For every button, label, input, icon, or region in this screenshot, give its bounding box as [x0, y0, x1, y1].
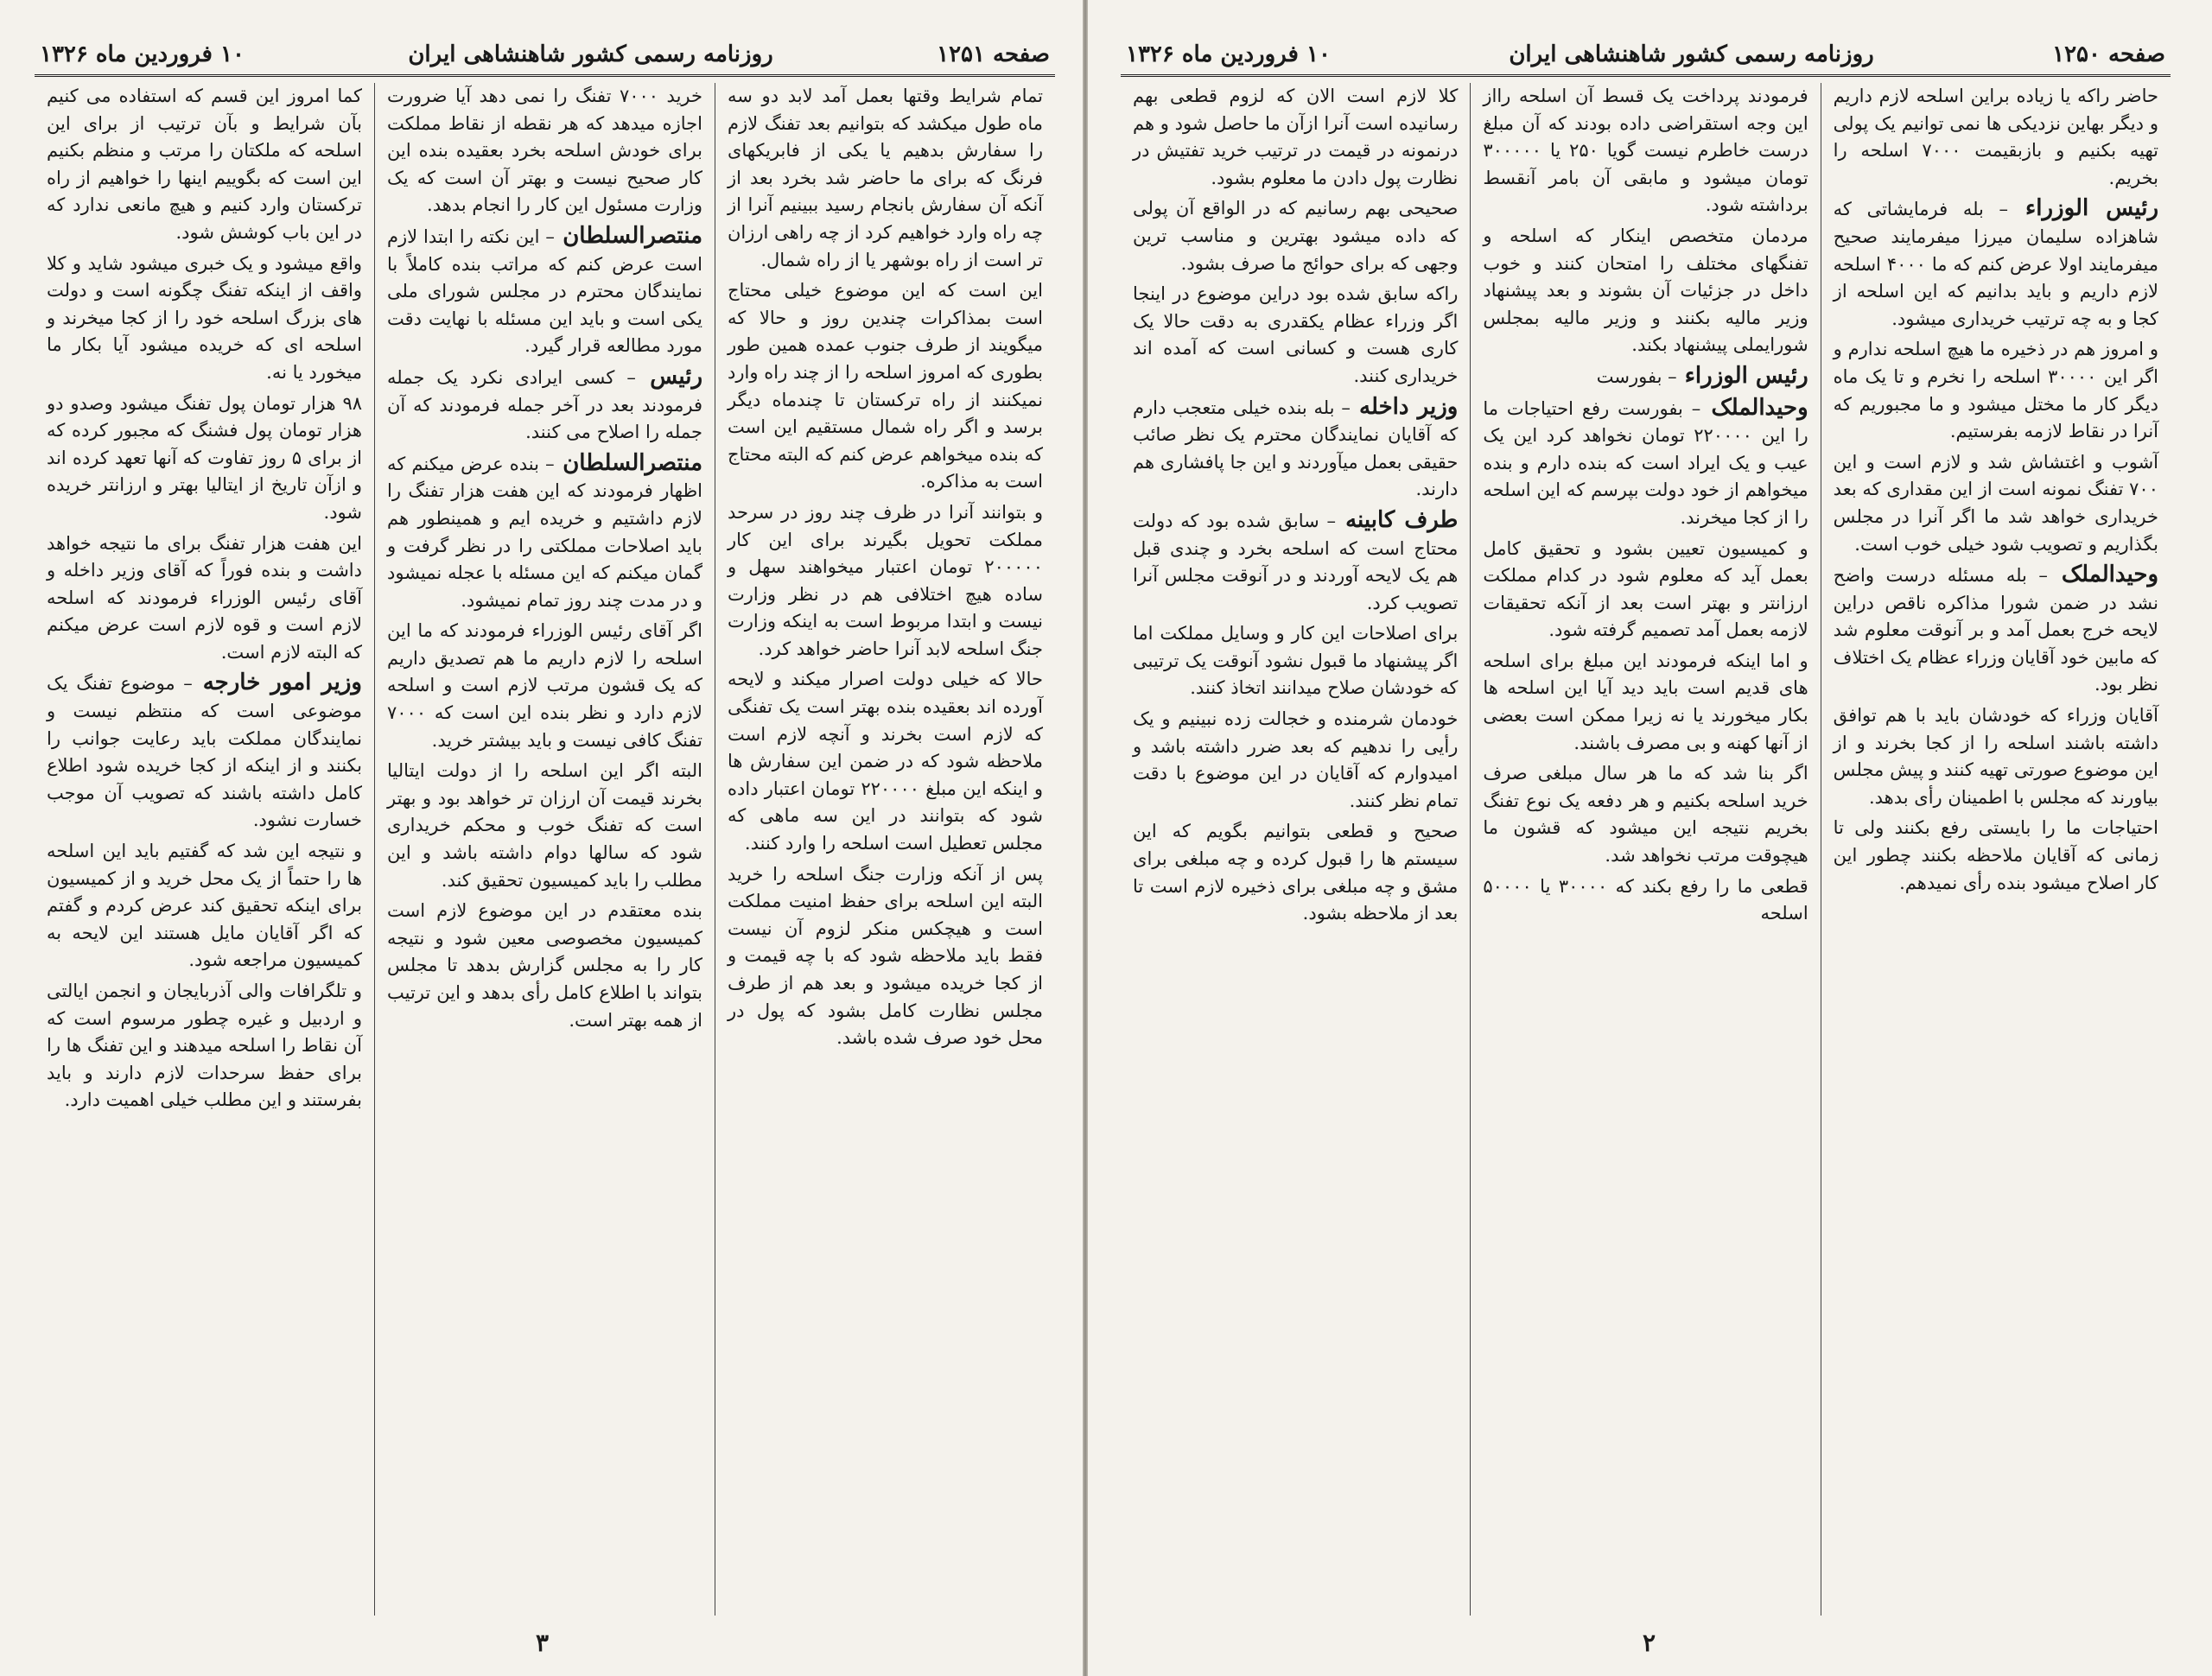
article-paragraph: البته اگر این اسلحه را از دولت ایتالیا بخرند قیمت آن ارزان تر خواهد بود و بهتر است که تفنگ خوب و محکم خریداری شود که سالها دوام داشته باشد و این مطلب را باید کمیسیون تحقیق کند.: [387, 760, 702, 891]
right-page-date: ۱۰ فروردین ماه ۱۳۲۶: [1126, 41, 1331, 67]
right-page-header: [1121, 33, 2171, 77]
left-page-number: ۳: [535, 1628, 550, 1657]
left-page-date: ۱۰ فروردین ماه ۱۳۲۶: [40, 41, 245, 67]
right-page-number: ۲: [1642, 1628, 1656, 1657]
speaker-paragraph: [387, 364, 702, 447]
speaker-paragraph: [1483, 395, 1808, 532]
speaker-paragraph: [1834, 195, 2158, 333]
article-paragraph: ۹۸ هزار تومان پول تفنگ میشود وصدو دو هزار تومان پول فشنگ که مجبور کرده که از برای ۵ روز تفاوت که آنها تعهد کرده اند و ازآن تاریخ از ایتالیا بهتر و ارزانتر خریده شود.: [47, 392, 362, 523]
article-paragraph: کلا لازم است الان که لزوم قطعی بهم رسانیده است آنرا ازآن ما حاصل شود و هم درنمونه در قیمت در ترتیب خرید تفتیش در نظارت پول دادن ما معلوم بشود.: [1133, 86, 1459, 188]
article-paragraph: فرمودند پرداخت یک قسط آن اسلحه رااز این وجه استقراضی داده بودند که آن مبلغ درست خاطرم نیست گویا ۲۵۰ یا ۳۰۰۰۰۰ تومان میشود و مابقی آن بامر آنقسط برداشته شود.: [1483, 86, 1808, 216]
article-paragraph: و امروز هم در ذخیره ما هیچ اسلحه ندارم و اگر این ۳۰۰۰۰ اسلحه را نخرم و تا یک ماه دیگر کار ما مختل میشود و ما مجبوریم که آنرا در نقاط لازمه بفرستیم.: [1833, 339, 2158, 442]
left-page-column: [35, 83, 374, 1616]
article-paragraph: راکه سابق شده بود دراین موضوع در اینجا اگر وزراء عظام یکقدری به دقت حالا یک کاری هست و کسانی است که آمده اند خریداری کنند.: [1133, 283, 1459, 386]
left-page-title: روزنامه رسمی کشور شاهنشاهی ایران: [408, 41, 773, 67]
article-paragraph: این است که این موضوع خیلی محتاج است بمذاکرات چندین روز و حالا که میگویند از طرف جنوب عمده همین طور بطوری که امروز اسلحه را از چند راه وارد نمیکنند از راه ترکستان تا چندماه دیگر برسد و اگر راه شمال مستقیم این است که بنده میخواهم عرض کنم که البته محتاج است به مذاکره.: [728, 280, 1043, 492]
left-page-header: [35, 33, 1055, 77]
speaker-paragraph: [1483, 363, 1808, 391]
left-page-column: [715, 83, 1055, 1616]
article-paragraph: بنده معتقدم در این موضوع لازم است کمیسیون مخصوصی معین شود و نتیجه کار را به مجلس گزارش بدهد تا مجلس بتواند با اطلاع کامل رأی بدهد و این ترتیب از همه بهتر است.: [387, 900, 702, 1031]
article-paragraph: خودمان شرمنده و خجالت زده نبینیم و یک رأیی را ندهیم که بعد ضرر داشته باشد و امیدوارم که آقایان در این موضوع با دقت تمام نظر کنند.: [1133, 708, 1459, 811]
article-paragraph: کما امروز این قسم که استفاده می کنیم بآن شرایط و بآن ترتیب از برای این اسلحه که ملکتان را مرتب و منظم بکنیم این است که بگوییم اینها را خواهیم از راه ترکستان وارد کنیم و هیچ مانعی ندارد که در این باب کوشش شود.: [47, 86, 362, 243]
article-paragraph: مردمان متخصص اینکار که اسلحه و تفنگهای مختلف را امتحان کنند و خوب داخل در جزئیات آن بشوند و بعد پیشنهاد وزیر مالیه بکنند و وزیر مالیه بمجلس شورایملی پیشنهاد بکند.: [1483, 225, 1808, 356]
speaker-paragraph: [1133, 507, 1458, 617]
speaker-text: – بله بنده خیلی متعجب دارم که آقایان نمایندگان محترم یک نظر صائب حقیقی بعمل میآوردند و این جا پافشاری هم دارند.: [1133, 397, 1459, 500]
speaker-text: – این نکته را ابتدا لازم است عرض کنم که مراتب بنده کاملاً با نمایندگان محترم در مجلس شورای ملی یکی است و باید این مسئله با نهایت دقت مورد مطالعه قرار گیرد.: [387, 225, 702, 357]
speaker-name: رئیس الوزراء: [2008, 195, 2159, 222]
article-paragraph: پس از آنکه وزارت جنگ اسلحه را خرید البته این اسلحه برای حفظ امنیت مملکت است و هیچکس منکر لزوم آن نیست فقط باید ملاحظه شود که با چه قیمت و از کجا خریده میشود و بعد هم از طرف مجلس نظارت کامل بشود که پول در محل خود صرف شده باشد.: [728, 863, 1043, 1049]
article-paragraph: صحیحی بهم رسانیم که در الواقع آن پولی که داده میشود بهترین و مناسب ترین وجهی که برای حوائج ما صرف بشود.: [1133, 198, 1459, 274]
speaker-text: – بنده عرض میکنم که اظهار فرمودند که این هفت هزار تفنگ را لازم داشتیم و خریده ایم و همینطور هم باید اصلاحات مملکتی را در نظر گرفت و گمان میکنم که این مسئله با عجله نمیشود و در مدت چند روز تمام نمیشود.: [387, 453, 702, 611]
left-page: [0, 0, 1084, 1676]
article-paragraph: اگر آقای رئیس الوزراء فرمودند که ما این اسلحه را لازم داریم ما هم تصدیق داریم که یک قشون مرتب لازم است و اسلحه لازم دارد و نظر بنده این است که ۷۰۰۰ تفنگ کافی نیست و باید بیشتر خرید.: [387, 620, 702, 751]
speaker-text: – موضوع تفنگ یک موضوعی است که منتظم نیست و نمایندگان مملکت باید رعایت جوانب را بکنند و از اینکه از کجا خریده شود اطلاع کامل داشته باشند که تصویب آن موجب خسارت نشود.: [47, 673, 362, 831]
speaker-name: وزیر داخله: [1350, 393, 1459, 420]
article-paragraph: آشوب و اغتشاش شد و لازم است و این ۷۰۰ تفنگ نمونه است از این مقداری که بعد خریداری خواهد شد ما اگر آنرا در مجلس بگذاریم و تصویب شود خیلی خوب است.: [1833, 451, 2158, 555]
speaker-name: وحیدالملک: [2047, 562, 2158, 588]
speaker-text: – بله مسئله درست واضح نشد در ضمن شورا مذاکره ناقص دراین لایحه خرج بعمل آمد و بر آنوقت معلوم شد که مابین خود آقایان وزراء عظام یک اختلاف نظر بود.: [1833, 565, 2158, 695]
article-paragraph: اگر بنا شد که ما هر سال مبلغی صرف خرید اسلحه بکنیم و هر دفعه یک نوع تفنگ بخریم نتیجه این میشود که قشون ما هیچوقت مرتب نخواهد شد.: [1483, 763, 1808, 867]
left-page-columns: [35, 83, 1055, 1616]
speaker-paragraph: [1133, 394, 1458, 504]
binding-gutter: [1083, 0, 1088, 1676]
speaker-name: طرف کابینه: [1335, 506, 1459, 533]
article-paragraph: و تلگرافات والی آذربایجان و انجمن ایالتی و اردبیل و غیره چطور مرسوم است که آن نقاط را اسلحه میدهند و این تفنگ ها را برای حفظ سرحدات لازم دارند و باید بفرستند و این مطلب خیلی اهمیت دارد.: [47, 981, 362, 1111]
speaker-paragraph: [1834, 562, 2158, 699]
article-paragraph: و بتوانند آنرا در ظرف چند روز در سرحد مملکت تحویل بگیرند برای این کار ۲۰۰۰۰۰ تومان اعتبار میخواهند سهل و ساده هیچ اختلافی هم در نظر وزارت نیست و ابتدا مربوط است به اینکه وزارت جنگ اسلحه لابد آنرا حاضر خواهد کرد.: [728, 501, 1043, 659]
speaker-text: – بله فرمایشاتی که شاهزاده سلیمان میرزا میفرمایند صحیح میفرمایند اولا عرض کنم که ما ۴۰۰۰ اسلحه لازم داریم و باید بدانیم که این اسلحه از کجا و به چه ترتیب خریداری میشود.: [1833, 199, 2158, 329]
article-paragraph: برای اصلاحات این کار و وسایل مملکت اما اگر پیشنهاد ما قبول نشود آنوقت یک ترتیبی که خودشان صلاح میدانند اتخاذ کنند.: [1133, 623, 1459, 699]
article-paragraph: آقایان وزراء که خودشان باید با هم توافق داشته باشند اسلحه را از کجا بخرند و از این موضوع صورتی تهیه کنند و پیش مجلس بیاورند که مجلس با اطمینان رأی بدهد.: [1833, 705, 2158, 808]
article-paragraph: صحیح و قطعی بتوانیم بگویم که این سیستم ها را قبول کرده و چه مبلغی برای مشق و چه مبلغی برای ذخیره لازم است تا بعد از ملاحظه بشود.: [1133, 821, 1459, 924]
right-page-column: [1121, 83, 1470, 1616]
right-page: [1084, 0, 2212, 1676]
speaker-paragraph: [387, 450, 702, 615]
article-paragraph: حالا که خیلی دولت اصرار میکند و لایحه آورده اند بعقیده بنده بهتر است یک تفنگی که لازم است بخرند و آنچه لازم است ملاحظه شود که در ضمن این سفارش ها و اینکه این مبلغ ۲۲۰۰۰۰ تومان اعتبار داده شود که بتوانند در این سه ماهی که مجلس تعطیل است اسلحه را وارد کنند.: [728, 669, 1044, 854]
right-page-columns: [1121, 83, 2171, 1616]
article-paragraph: و نتیجه این شد که گفتیم باید این اسلحه ها را حتماً از یک محل خرید و از کمیسیون برای اینکه تحقیق کند عرض کردم و گفتم که اگر آقایان مایل هستند این لایحه به کمیسیون مراجعه شود.: [47, 841, 362, 971]
speaker-name: وزیر امور خارجه: [192, 670, 362, 696]
speaker-paragraph: [387, 223, 702, 360]
article-paragraph: این هفت هزار تفنگ برای ما نتیجه خواهد داشت و بنده فوراً که آقای وزیر داخله و آقای رئیس الوزراء فرمودند که اسلحه لازم است و قوه لازم است عرض میکنم که البته لازم است.: [47, 532, 362, 663]
right-page-column: [1821, 83, 2171, 1616]
speaker-text: – کسی ایرادی نکرد یک جمله فرمودند بعد در آخر جمله فرمودند که آن جمله را اصلاح می کنند.: [387, 366, 702, 443]
article-paragraph: حاضر راکه یا زیاده براین اسلحه لازم داریم و دیگر بهاین نزدیکی ها نمی توانیم یک پولی تهیه بکنیم و بازبقیمت ۷۰۰۰ اسلحه را بخریم.: [1833, 86, 2158, 188]
speaker-paragraph: [47, 670, 362, 835]
left-page-column: [374, 83, 715, 1616]
left-page-label: صفحه ۱۲۵۱: [937, 41, 1050, 67]
article-paragraph: واقع میشود و یک خبری میشود شاید و کلا واقف از اینکه تفنگ چگونه است و دولت های بزرگ اسلحه خود را از کجا میخرند و اسلحه ای که خریده میشود آیا بکار ما میخورد یا نه.: [47, 252, 362, 383]
speaker-text: – سابق شده بود که دولت محتاج است که اسلحه بخرد و چندی قبل هم یک لایحه آوردند و در آنوقت مجلس آنرا تصویب کرد.: [1133, 510, 1459, 613]
speaker-name: رئیس الوزراء: [1676, 362, 1808, 389]
article-paragraph: احتیاجات ما را بایستی رفع بکنند ولی تا زمانی که آقایان ملاحظه بکنند چطور این کار اصلاح میشود بنده رأی نمیدهم.: [1833, 817, 2158, 893]
speaker-name: منتصرالسلطان: [554, 222, 702, 249]
right-page-title: روزنامه رسمی کشور شاهنشاهی ایران: [1509, 41, 1874, 67]
article-paragraph: تمام شرایط وقتها بعمل آمد لابد دو سه ماه طول میکشد که بتوانیم بعد تفنگ لازم را سفارش بدهیم یا یکی از فابریکهای فرنگ که برای ما حاضر شد بخرد بعد از آنکه آن سفارش بانجام رسید ببینیم آنرا از چه راه وارد خواهیم کرد از چه راهی ارزان تر است از راه بوشهر یا از راه شمال.: [728, 86, 1043, 270]
speaker-text: – بفورست: [1596, 365, 1677, 387]
speaker-name: رئیس: [635, 363, 702, 390]
article-paragraph: و کمیسیون تعیین بشود و تحقیق کامل بعمل آید که معلوم شود در کدام مملکت ارزانتر و بهتر است بعد از آنکه تحقیقات لازمه بعمل آمد تصمیم گرفته شود.: [1483, 537, 1808, 641]
right-page-label: صفحه ۱۲۵۰: [2052, 41, 2165, 67]
article-paragraph: خرید ۷۰۰۰ تفنگ را نمی دهد آیا ضرورت اجازه میدهد که هر نقطه از نقاط مملکت برای خودش اسلحه بخرد بعقیده بنده این کار صحیح نیست و بهتر آن است که یک وزارت مسئول این کار را انجام بدهد.: [387, 86, 702, 216]
article-paragraph: و اما اینکه فرمودند این مبلغ برای اسلحه های قدیم است باید دید آیا این اسلحه ها بکار میخورند یا نه زیرا ممکن است بعضی از آنها کهنه و بی مصرف باشند.: [1483, 650, 1808, 753]
article-paragraph: قطعی ما را رفع بکند که ۳۰۰۰۰ یا ۵۰۰۰۰ اسلحه: [1483, 875, 1808, 924]
speaker-name: وحیدالملک: [1700, 394, 1808, 421]
right-page-column: [1470, 83, 1820, 1616]
speaker-text: – بفورست رفع احتیاجات ما را این ۲۲۰۰۰۰ تومان نخواهد کرد این یک عیب و یک ایراد است که بنده دارم و بنده میخواهم از خود دولت بپرسم که این اسلحه را از کجا میخرند.: [1483, 397, 1808, 528]
speaker-name: منتصرالسلطان: [554, 449, 703, 476]
